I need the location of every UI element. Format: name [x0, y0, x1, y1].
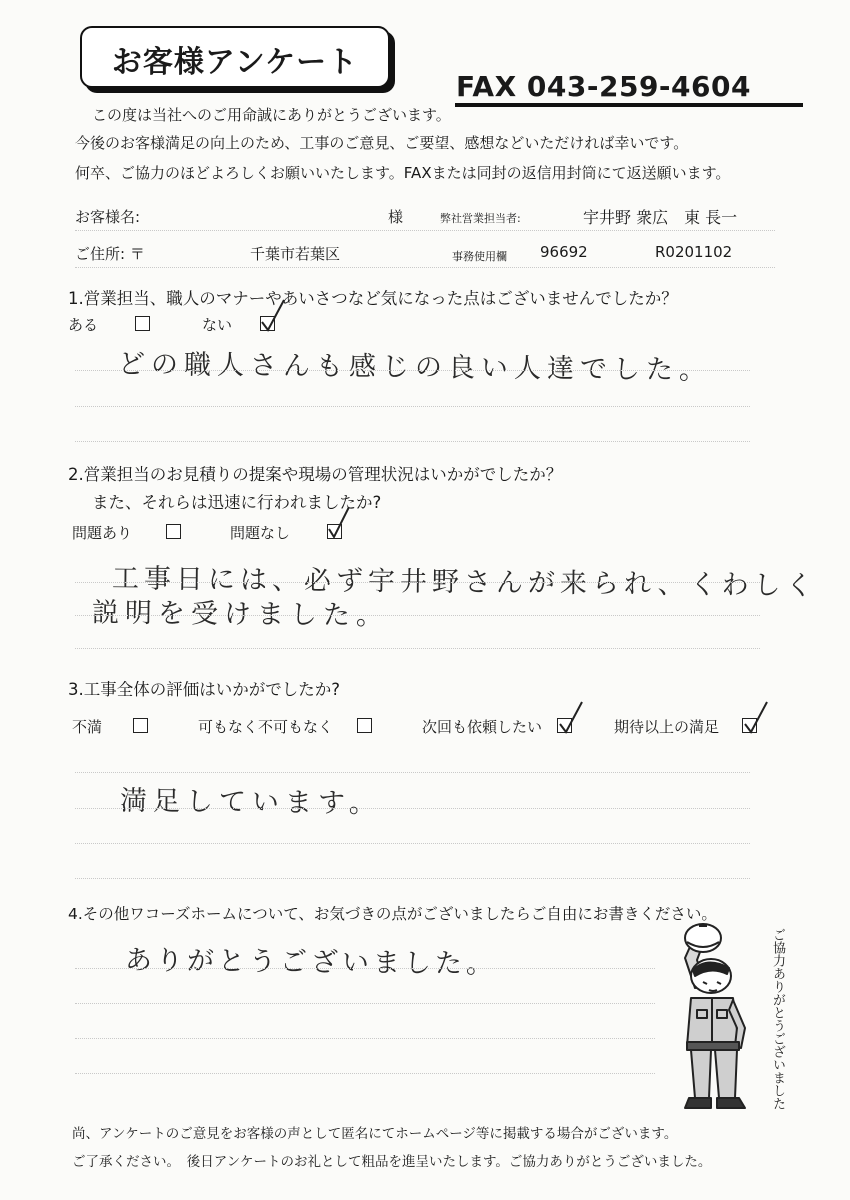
q3-option-fuman: 不満 — [72, 718, 103, 736]
q3-option-jikai: 次回も依頼したい — [422, 718, 543, 736]
q1-option-nai: ない — [202, 316, 233, 334]
q1-rule-3 — [75, 441, 750, 442]
q4-answer: ありがとうございました。 — [124, 945, 498, 980]
footer-line-2: ご了承ください。 後日アンケートのお礼として粗品を進呈いたします。ご協力ありがとうございました。 — [72, 1154, 712, 1170]
q3-checkmark-kitai-icon — [741, 700, 771, 736]
q3-rule-3 — [75, 843, 750, 844]
office-code-1: 96692 — [540, 243, 588, 261]
staff-names: 宇井野 衆広 東 長一 — [583, 208, 738, 227]
q4-rule-2 — [75, 1003, 655, 1004]
footer-line-1: 尚、アンケートのご意見をお客様の声として匿名にてホームページ等に掲載する場合がございます。 — [72, 1126, 678, 1142]
address-value: 千葉市若葉区 — [250, 245, 341, 263]
q3-checkbox-kamonaku[interactable] — [357, 718, 372, 733]
q1-checkbox-aru[interactable] — [135, 316, 150, 331]
q2-rule-3 — [75, 648, 760, 649]
q3-rule-4 — [75, 878, 750, 879]
name-rule — [75, 230, 775, 231]
q3-question: 3.工事全体の評価はいかがでしたか? — [68, 680, 341, 699]
q3-option-kitai: 期待以上の満足 — [614, 718, 720, 736]
fax-number: FAX 043-259-4604 — [456, 70, 751, 103]
q4-rule-3 — [75, 1038, 655, 1039]
address-label: ご住所: 〒 — [75, 245, 145, 263]
q2-option-mondai-nashi: 問題なし — [230, 524, 291, 542]
office-use-label: 事務使用欄 — [452, 250, 507, 263]
q1-answer: どの職人さんも感じの良い人達でした。 — [117, 348, 713, 387]
q1-rule-1 — [75, 370, 750, 371]
q4-question: 4.その他ワコーズホームについて、お気づきの点がございましたらご自由にお書きください。 — [68, 905, 717, 923]
q4-rule-4 — [75, 1073, 655, 1074]
q2-answer-line-1: 工事日には、必ず宇井野さんが来られ、くわしく — [111, 563, 818, 602]
q3-checkmark-jikai-icon — [556, 700, 586, 736]
q1-option-aru: ある — [68, 316, 99, 334]
q2-question: 2.営業担当のお見積りの提案や現場の管理状況はいかがでしたか？ — [68, 465, 563, 484]
q1-checkmark-icon — [258, 298, 288, 334]
q4-rule-1 — [75, 968, 655, 969]
staff-label: 弊社営業担当者: — [440, 212, 521, 225]
q2-option-mondai-ari: 問題あり — [72, 524, 133, 542]
address-rule — [75, 267, 775, 268]
q2-rule-1 — [75, 582, 760, 583]
intro-line-1: この度は当社へのご用命誠にありがとうございます。 — [92, 106, 451, 124]
honorific: 様 — [388, 208, 404, 226]
customer-name-label: お客様名: — [75, 208, 141, 226]
q2-rule-2 — [75, 615, 760, 616]
q3-rule-2 — [75, 808, 750, 809]
q2-answer-line-2: 説明を受けました。 — [91, 597, 390, 632]
fax-underline — [455, 103, 803, 107]
title-box — [80, 26, 390, 88]
q3-rule-1 — [75, 772, 750, 773]
page-title: お客様アンケート — [111, 45, 359, 80]
q1-question: 1.営業担当、職人のマナーやあいさつなど気になった点はございませんでしたか？ — [68, 289, 678, 308]
mascot-caption: ご協力ありがとうございました — [770, 928, 785, 1110]
intro-line-2: 今後のお客様満足の向上のため、工事のご意見、ご要望、感想などいただければ幸いです。 — [75, 134, 689, 152]
office-code-2: R0201102 — [655, 243, 733, 261]
q2-checkbox-mondai-ari[interactable] — [166, 524, 181, 539]
intro-line-3: 何卒、ご協力のほどよろしくお願いいたします。FAXまたは同封の返信用封筒にて返送願います。 — [75, 164, 731, 182]
q1-rule-2 — [75, 406, 750, 407]
worker-mascot-icon — [655, 918, 763, 1118]
q2-question-2: また、それらは迅速に行われましたか? — [92, 493, 382, 512]
q2-checkmark-icon — [325, 505, 353, 541]
q3-option-kamonaku: 可もなく不可もなく — [198, 718, 334, 736]
q3-answer: 満足しています。 — [119, 785, 382, 820]
q3-checkbox-fuman[interactable] — [133, 718, 148, 733]
